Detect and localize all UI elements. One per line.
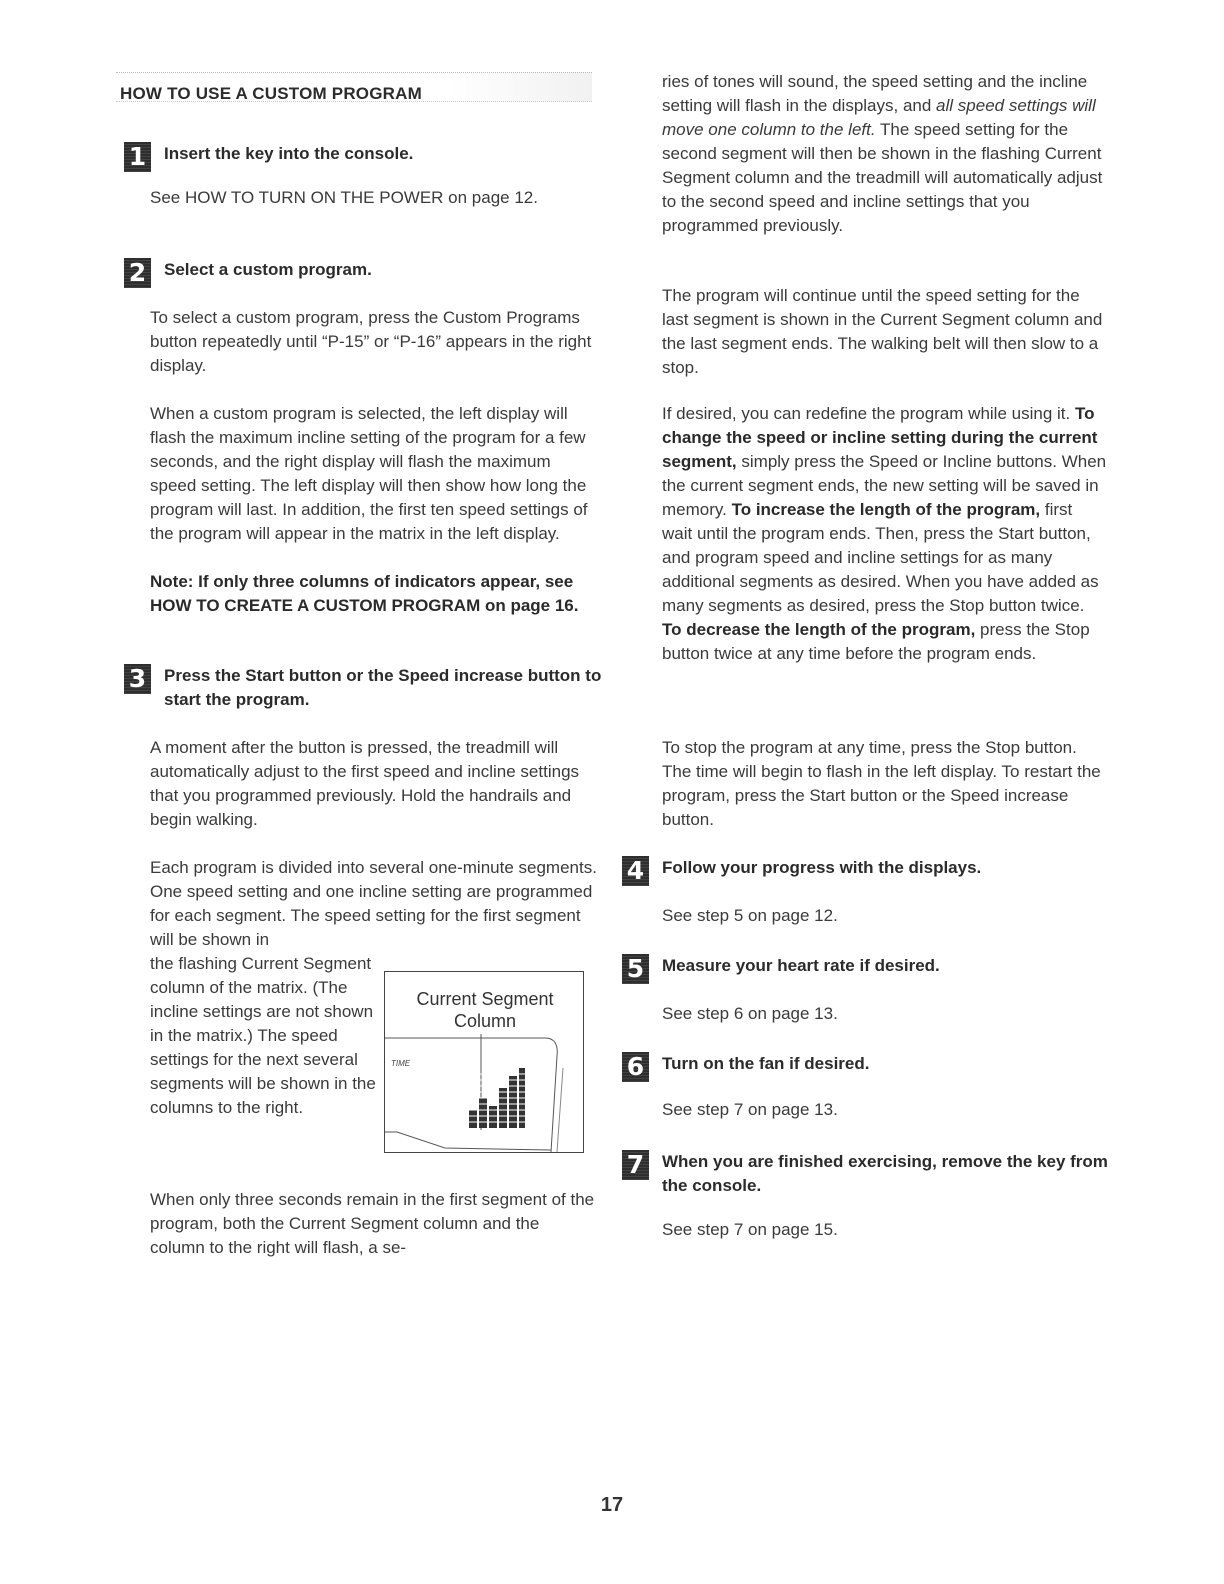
- step-2-text-2: When a custom program is selected, the left display will flash the maximum incline setting of the program for a few seconds, and the right display will flash the maximum speed setting. The left display will then show how long the program will last. In addition, the first ten speed settings of the program will appear in the matrix in the left display.: [150, 404, 588, 543]
- continued-text-3-bold-2: To increase the length of the program,: [731, 500, 1041, 519]
- continued-text-3-bold-1: To change the speed or incline setting during the current segment,: [662, 404, 1098, 471]
- continued-text-3-bold-3: To decrease the length of the program,: [662, 620, 976, 639]
- page-heading: HOW TO USE A CUSTOM PROGRAM: [120, 84, 422, 103]
- step-7-text: See step 7 on page 15.: [662, 1220, 838, 1239]
- continued-text-3c: simply press the Speed or Incline buttons. When the current segment ends, the new setting will be saved in memory.: [662, 452, 1107, 519]
- step-7-title: When you are finished exercising, remove the key from the console.: [662, 1152, 1108, 1195]
- time-label: TIME: [391, 1059, 411, 1068]
- diagram-graphic: [385, 972, 585, 1154]
- continued-text-1: [662, 70, 1107, 238]
- continued-text-4: To stop the program at any time, press the Stop button. The time will begin to flash in the left display. To restart the program, press the Start button or the Speed increase button.: [662, 738, 1101, 829]
- step-5-text: See step 6 on page 13.: [662, 1004, 838, 1023]
- step-6-title: Turn on the fan if desired.: [662, 1054, 870, 1073]
- step-2-badge: 2: [124, 258, 151, 288]
- step-5-title: Measure your heart rate if desired.: [662, 956, 940, 975]
- step-1-text: See HOW TO TURN ON THE POWER on page 12.: [150, 188, 538, 207]
- current-segment-diagram: [384, 971, 584, 1153]
- continued-text-1-italic: all speed settings will move one column to the left.: [662, 96, 1096, 139]
- step-4-badge: 4: [622, 856, 649, 886]
- step-3-title: Press the Start button or the Speed increase button to start the program.: [164, 666, 602, 709]
- step-3-text-1: A moment after the button is pressed, the treadmill will automatically adjust to the first speed and incline settings that you programmed previously. Hold the handrails and begin walking.: [150, 738, 580, 829]
- display-frame-bottom: [385, 1132, 551, 1150]
- continued-text-3a: If desired, you can redefine the program while using it.: [662, 404, 1071, 423]
- step-3-text-2a: Each program is divided into several one-minute segments. One speed setting and one incline setting are programmed for each segment. The speed setting for the first segment will be shown in: [150, 858, 597, 949]
- matrix-bar: [479, 1098, 487, 1128]
- step-5-badge: 5: [622, 954, 649, 984]
- matrix-bar: [509, 1076, 517, 1128]
- page-number: 17: [600, 1494, 624, 1516]
- continued-text-3d: first wait until the program ends. Then, press the Start button, and program speed and incline settings for as many additional segments as desired. When you have added as many segments as desired, press the Stop button twice.: [662, 500, 1099, 615]
- matrix-bar: [489, 1106, 497, 1128]
- step-2-note: Note: If only three columns of indicators appear, see HOW TO CREATE A CUSTOM PROGRAM on page 16.: [150, 572, 579, 615]
- display-frame-top: [385, 1038, 557, 1152]
- step-1-title: Insert the key into the console.: [164, 144, 414, 163]
- matrix-bar: [469, 1110, 477, 1128]
- step-4-text: See step 5 on page 12.: [662, 906, 838, 925]
- step-6-badge: 6: [622, 1052, 649, 1082]
- step-3-badge: 3: [124, 664, 151, 694]
- continued-text-2: The program will continue until the speed setting for the last segment is shown in the Current Segment column and the last segment ends. The walking belt will then slow to a stop.: [662, 286, 1103, 377]
- display-frame-side: [557, 1068, 563, 1152]
- step-1-badge: 1: [124, 142, 151, 172]
- step-4-title: Follow your progress with the displays.: [662, 858, 982, 877]
- step-2-title: Select a custom program.: [164, 260, 372, 279]
- step-7-badge: 7: [622, 1150, 649, 1180]
- continued-text-1a: ries of tones will sound, the speed setting and the incline setting will flash in the displays, and: [662, 72, 1088, 115]
- step-3-text-3: When only three seconds remain in the first segment of the program, both the Current Segment column and the column to the right will flash, a se-: [150, 1190, 595, 1257]
- continued-text-1b: The speed setting for the second segment will then be shown in the flashing Current Segment column and the treadmill will automatically adjust to the second speed and incline settings that you programmed previously.: [662, 120, 1103, 235]
- step-6-text: See step 7 on page 13.: [662, 1100, 838, 1119]
- step-3-text-2b: the flashing Current Segment column of the matrix. (The incline settings are not shown in the matrix.) The speed settings for the next several segments will be shown in the columns to the right.: [150, 954, 376, 1117]
- continued-text-3: [662, 402, 1107, 666]
- continued-text-3e: press the Stop button twice at any time before the program ends.: [662, 620, 1090, 663]
- step-2-text-1: To select a custom program, press the Custom Programs button repeatedly until “P-15” or “P-16” appears in the right display.: [150, 308, 592, 375]
- diagram-label: Current Segment Column: [416, 989, 554, 1031]
